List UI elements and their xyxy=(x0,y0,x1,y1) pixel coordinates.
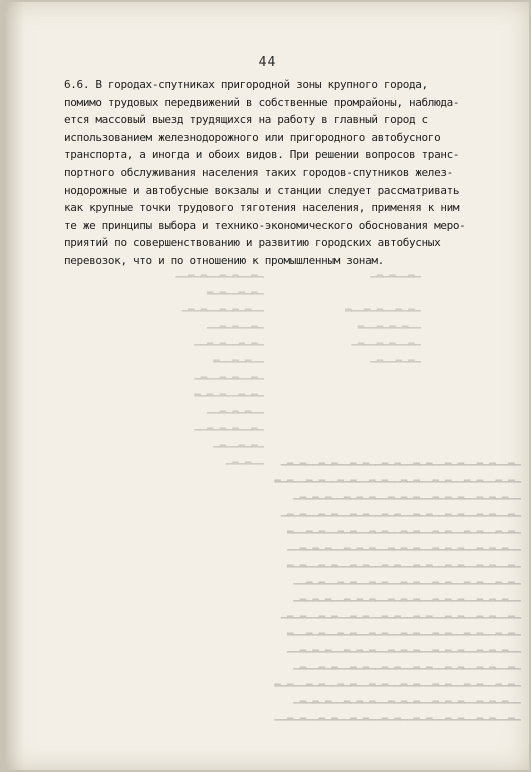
paragraph-line: перевозок, что и по отношению к промышленным зонам. xyxy=(64,253,384,267)
paragraph-line: как крупные точки трудового тяготения населения, применяя к ним xyxy=(64,201,460,215)
paragraph-line: нодорожные и автобусные вокзалы и станции следует рассматривать xyxy=(64,183,460,197)
paragraph-line: приятий по совершенствованию и развитию городских автобусных xyxy=(64,236,441,250)
paragraph-line: портного обслуживания населения таких городов-спутников желез- xyxy=(64,165,453,179)
bleed-through-texture: ▁▂▁▁▂▁▂▁▁▂▁▂▁▁ ▁▂▁▂▁▁▂▁▂ ▁▁▂▁▂▁▂▁▁▂▁▂▁ ▁▂▁▁▂▁▂▁▁ ▁▂▁▂▁▁▂▁▂▁▁ ▁▁▂▁▂▁▁▂ ▁▂▁▁▂▁▂▁▁▂▁ ▁▂▁▂▁▁▂▁▂▁▂ ▁▁▂▁▂▁▂▁▁ ▁▂▁▁▂▁▂▁▂▁▁ ▁▂▁▂▁▁▂▁ ▁▁▂▁▂▁ xyxy=(175,266,264,465)
paragraph-line: использованием железнодорожного или пригородного автобусного xyxy=(64,130,441,144)
paragraph-line: 6.6. В городах-спутниках пригородной зоны крупного города, xyxy=(64,78,428,91)
document-page xyxy=(6,2,529,770)
paragraph-line: помимо трудовых передвижений в собственные промрайоны, наблюда- xyxy=(64,95,460,109)
paragraph-line: ется массовый выезд трудящихся на работу в главный город с xyxy=(64,113,428,127)
bleed-through-texture: ▁▂▁▁▂▁▂▁▁▂▁▂▁▁▂▁▂▁▁▂▁▂▁▁▂▁▂▁▁▂▁▂▁▁▂▁▂▁ ▁▂▁▂▁▁▂▁▂▁▁▂▁▂▁▁▂▁▂▁▁▂▁▂▁▁▂▁▂▁▁▂▁▂▁▁▂▁▂ ▁▁▂▁▂▁▂▁▁▂▁▂▁▂▁▁▂▁▂▁▂▁▁▂▁▂▁▂▁▁▂▁▂▁▂▁ ▁▂▁▁▂▁▂▁▁▂▁▂▁▁▂▁▂▁▁▂▁▂▁▁▂▁▂▁▁▂▁▂▁▁▂▁▂▁ ▁▂▁▂▁▁▂▁▂▁▁▂▁▂▁▁▂▁▂▁▁▂▁▂▁▁▂▁▂▁▁▂▁▂▁▁▂ ▁▁▂▁▂▁▂▁▁▂▁▂▁▂▁▁▂▁▂▁▂▁▁▂▁▂▁▂▁▁▂▁▂▁▂▁▁ ▁▂▁▁▂▁▂▁▁▂▁▂▁▁▂▁▂▁▁▂▁▂▁▁▂▁▂▁▁▂▁▂▁▁▂▁▂ ▁▂▁▂▁▁▂▁▂▁▁▂▁▂▁▁▂▁▂▁▁▂▁▂▁▁▂▁▂▁▁▂▁▂▁▁ ▁▁▂▁▂▁▂▁▁▂▁▂▁▂▁▁▂▁▂▁▂▁▁▂▁▂▁▂▁▁▂▁▂▁▂▁ ▁▂▁▁▂▁▂▁▁▂▁▂▁▁▂▁▂▁▁▂▁▂▁▁▂▁▂▁▁▂▁▂▁▁▂▁▂▁ ▁▂▁▂▁▁▂▁▂▁▁▂▁▂▁▁▂▁▂▁▁▂▁▂▁▁▂▁▂▁▁▂▁▂▁▁▂ ▁▁▂▁▂▁▂▁▁▂▁▂▁▂▁▁▂▁▂▁▂▁▁▂▁▂▁▂▁▁▂▁▂▁▂▁▁ ▁▂▁▁▂▁▂▁▁▂▁▂▁▁▂▁▂▁▁▂▁▂▁▁▂▁▂▁▁▂▁▂▁▁▂▁ ▁▂▁▂▁▁▂▁▂▁▁▂▁▂▁▁▂▁▂▁▁▂▁▂▁▁▂▁▂▁▁▂▁▂▁▁▂▁▂ ▁▁▂▁▂▁▂▁▁▂▁▂▁▂▁▁▂▁▂▁▂▁▁▂▁▂▁▂▁▁▂▁▂▁▂▁ ▁▂▁▁▂▁▂▁▁▂▁▂▁▁▂▁▂▁▁▂▁▂▁▁▂▁▂▁▁▂▁▂▁▁▂▁▂▁▁ xyxy=(274,454,521,721)
paragraph-line: те же принципы выбора и технико-экономического обоснования меро- xyxy=(64,218,466,232)
paragraph-6-6 xyxy=(64,76,514,270)
bleed-through-texture: ▁▂▁▁▂▁▂▁ ▁▂▁▂▁▁▂▁▂▁▁▂ ▁▁▂▁▂▁▂▁▁▂ ▁▂▁▁▂▁▂▁▁▂▁ ▁▂▁▂▁▁▂▁ xyxy=(345,266,421,363)
page-edge-shadow xyxy=(6,2,24,770)
paragraph-line: транспорта, а иногда и обоих видов. При решении вопросов транс- xyxy=(64,148,460,162)
page-number: 44 xyxy=(258,55,277,70)
